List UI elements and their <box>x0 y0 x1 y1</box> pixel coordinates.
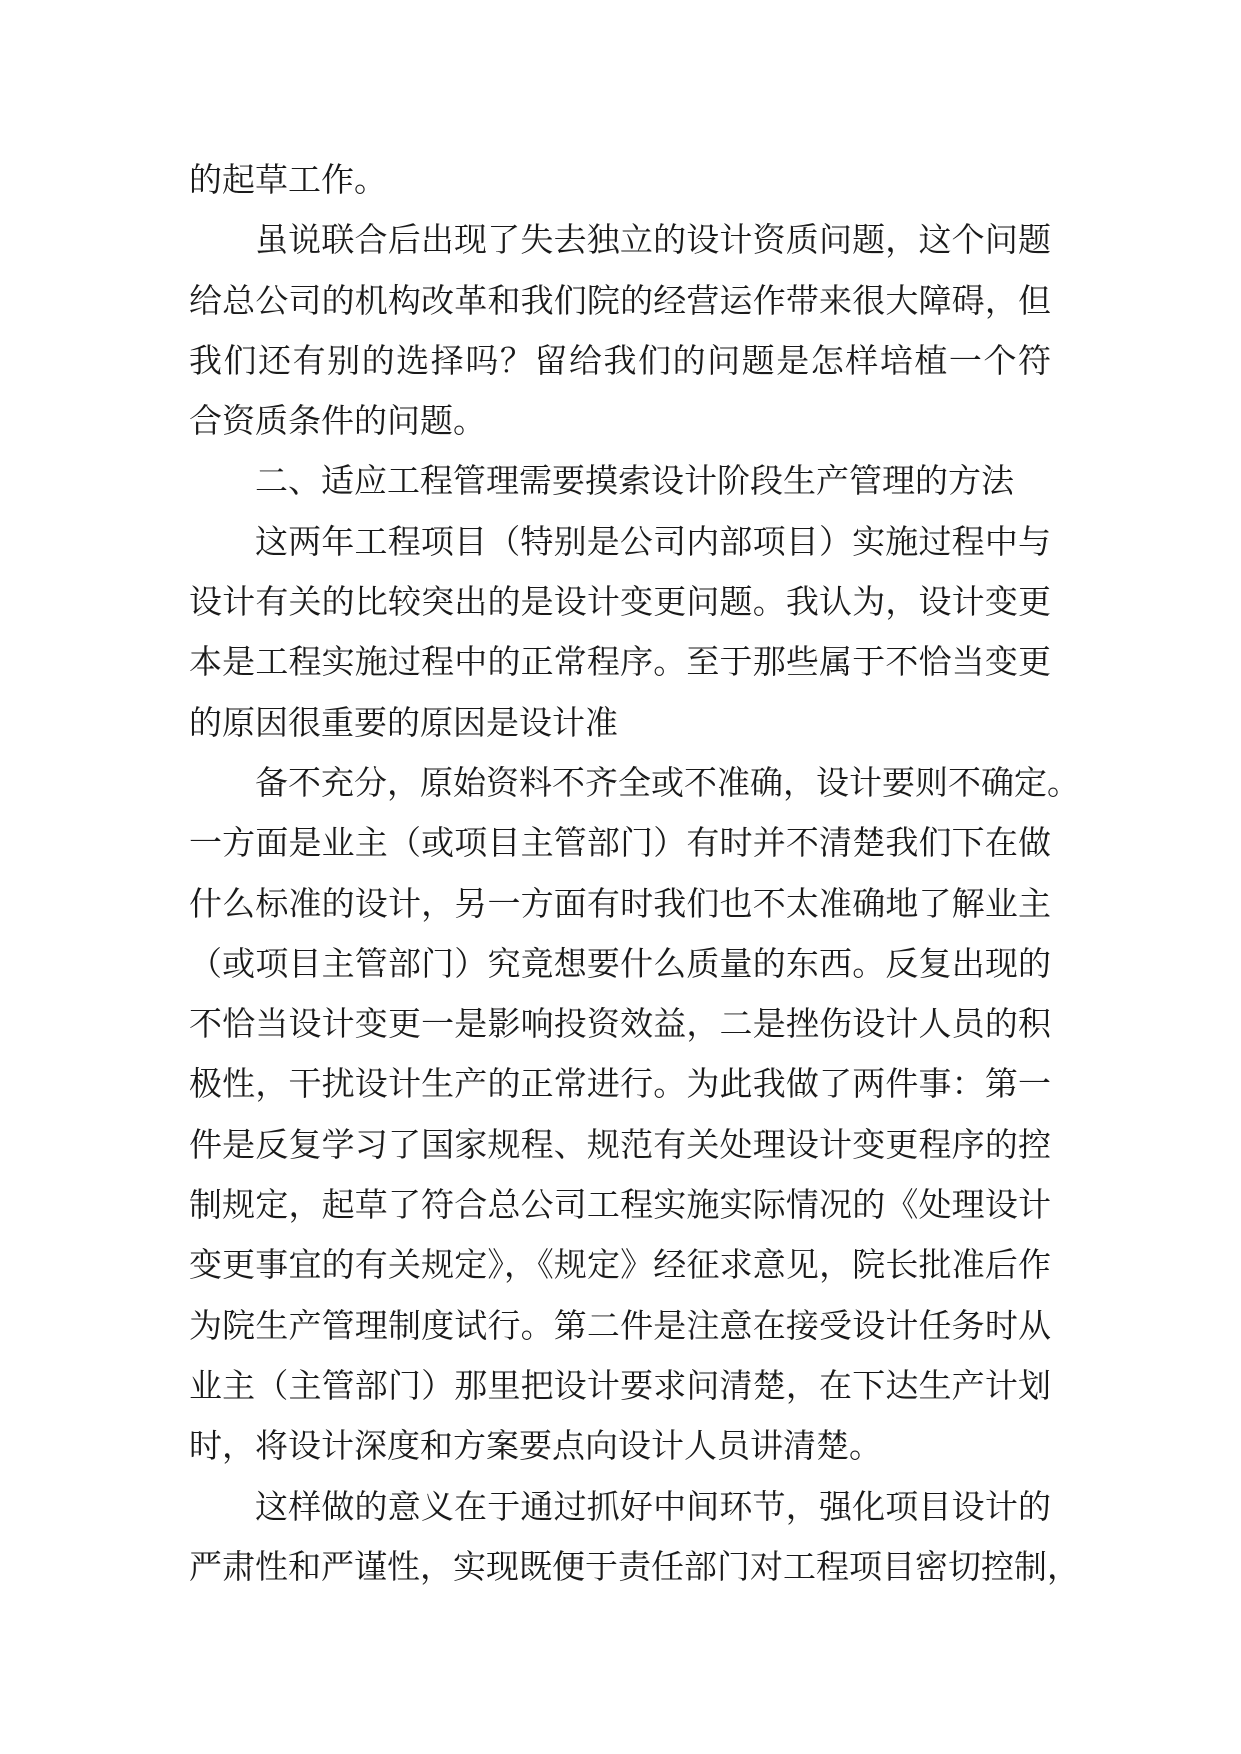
text-line: 这样做的意义在于通过抓好中间环节，强化项目设计的 <box>255 1486 1051 1526</box>
text-line: 虽说联合后出现了失去独立的设计资质问题，这个问题 <box>255 220 1051 260</box>
document-body <box>189 150 1080 1597</box>
text-line: 的起草工作。 <box>189 160 387 199</box>
text-line: 严肃性和严谨性，实现既便于责任部门对工程项目密切控制， <box>189 1546 1080 1586</box>
paragraph-2 <box>189 210 1051 451</box>
text-line: 业主（主管部门）那里把设计要求问清楚，在下达生产计划 <box>189 1365 1051 1405</box>
text-line: 极性，干扰设计生产的正常进行。为此我做了两件事：第一 <box>189 1064 1051 1104</box>
text-line: 为院生产管理制度试行。第二件是注意在接受设计任务时从 <box>189 1305 1051 1345</box>
text-line: （或项目主管部门）究竟想要什么质量的东西。反复出现的 <box>189 943 1051 983</box>
section-heading <box>189 451 1051 511</box>
paragraph-5 <box>189 1477 1080 1598</box>
text-line: 二、适应工程管理需要摸索设计阶段生产管理的方法 <box>255 461 1014 501</box>
text-line: 备不充分，原始资料不齐全或不准确，设计要则不确定。 <box>255 762 1080 802</box>
text-line: 设计有关的比较突出的是设计变更问题。我认为，设计变更 <box>189 582 1051 622</box>
text-line: 制规定，起草了符合总公司工程实施实际情况的《处理设计 <box>189 1185 1051 1225</box>
paragraph-1 <box>189 150 1051 210</box>
text-line: 件是反复学习了国家规程、规范有关处理设计变更程序的控 <box>189 1124 1051 1164</box>
text-line: 合资质条件的问题。 <box>189 401 486 441</box>
text-line: 给总公司的机构改革和我们院的经营运作带来很大障碍，但 <box>189 280 1051 320</box>
text-line: 本是工程实施过程中的正常程序。至于那些属于不恰当变更 <box>189 642 1051 682</box>
text-line: 什么标准的设计，另一方面有时我们也不太准确地了解业主 <box>189 883 1051 923</box>
text-line: 的原因很重要的原因是设计准 <box>189 702 618 742</box>
text-line: 一方面是业主（或项目主管部门）有时并不清楚我们下在做 <box>189 823 1051 863</box>
text-line: 不恰当设计变更一是影响投资效益，二是挫伤设计人员的积 <box>189 1004 1051 1044</box>
text-line: 时，将设计深度和方案要点向设计人员讲清楚。 <box>189 1426 882 1466</box>
paragraph-3 <box>189 512 1051 753</box>
paragraph-4 <box>189 753 1080 1477</box>
text-line: 这两年工程项目（特别是公司内部项目）实施过程中与 <box>255 521 1051 561</box>
text-line: 变更事宜的有关规定》，《规定》经征求意见，院长批准后作 <box>189 1245 1051 1285</box>
text-line: 我们还有别的选择吗？留给我们的问题是怎样培植一个符 <box>189 340 1051 380</box>
